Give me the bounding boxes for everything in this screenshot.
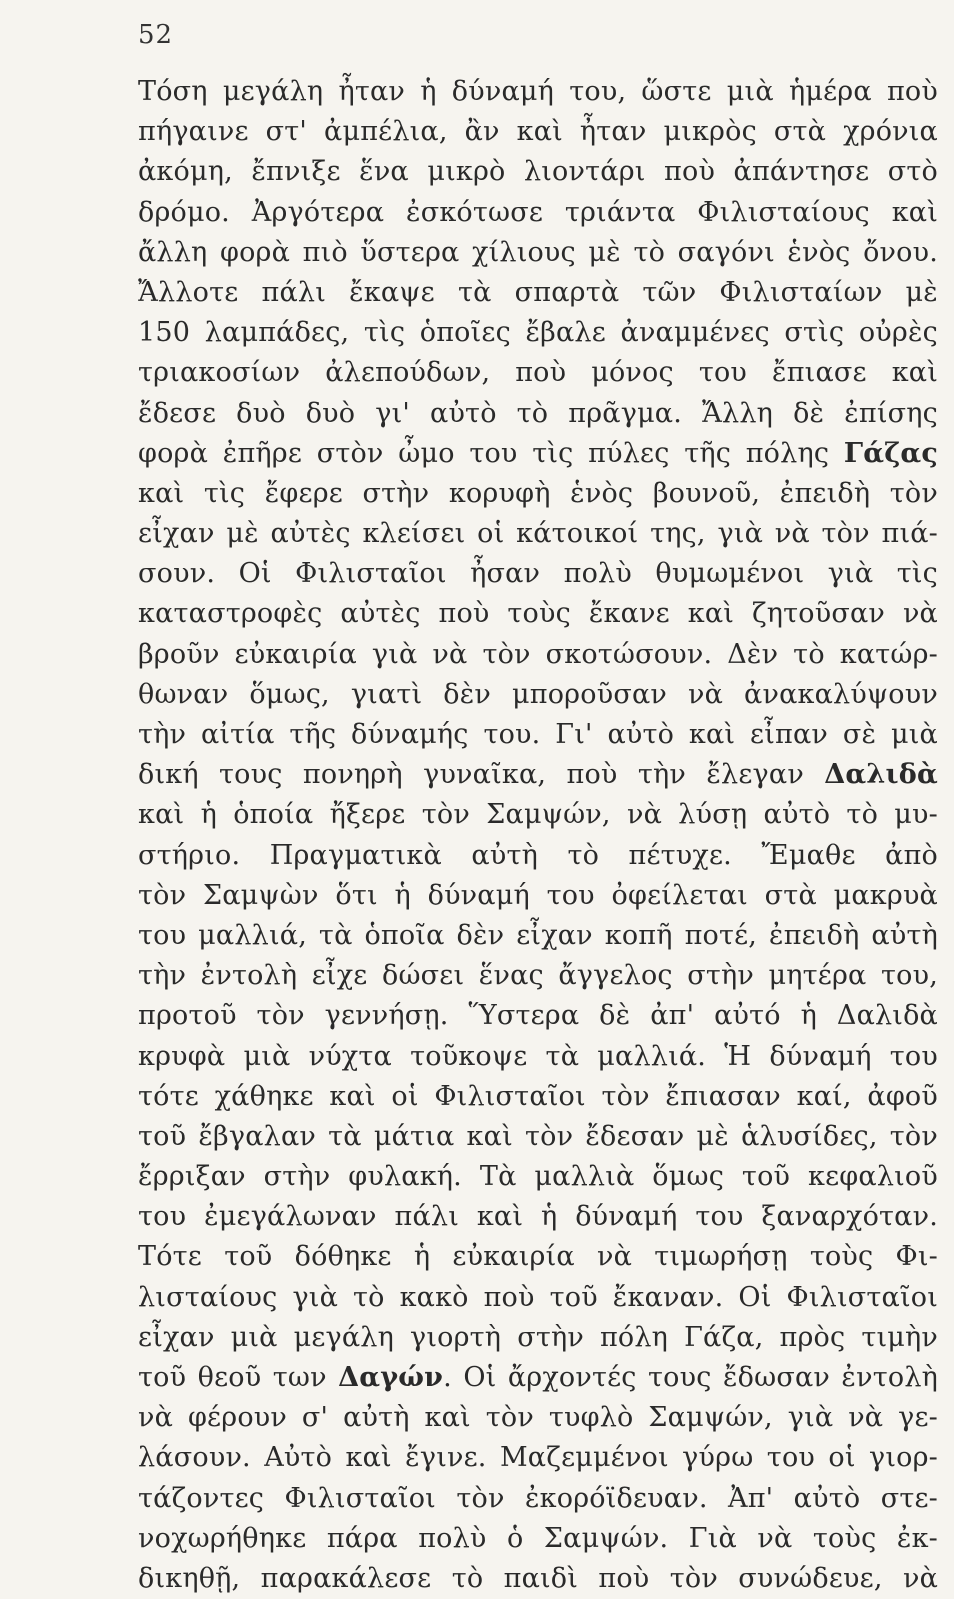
text-line: προτοῦ τὸν γεννήσῃ. Ὕστερα δὲ ἀπ' αὐτό ἡ Δαλιδὰ	[138, 1000, 938, 1032]
text-line: τὴν ἐντολὴ εἶχε δώσει ἕνας ἄγγελος στὴν μητέρα του,	[138, 960, 938, 992]
text-line: ἔρριξαν στὴν φυλακή. Τὰ μαλλιὰ ὅμως τοῦ κεφαλιοῦ	[138, 1161, 938, 1193]
text-line: ἔδεσε δυὸ δυὸ γι' αὐτὸ τὸ πρᾶγμα. Ἄλλη δὲ ἐπίσης	[138, 397, 938, 429]
text-segment: . Οἱ ἄρχοντές τους ἔδωσαν ἐντολὴ	[443, 1362, 938, 1393]
text-line: θωναν ὅμως, γιατὶ δὲν μποροῦσαν νὰ ἀνακαλύψουν	[138, 678, 938, 710]
text-line: κρυφὰ μιὰ νύχτα τοῦκοψε τὰ μαλλιά. Ἡ δύναμή του	[138, 1040, 938, 1072]
text-line: του μαλλιά, τὰ ὁποῖα δὲν εἶχαν κοπῆ ποτέ, ἐπειδὴ αὐτὴ	[138, 919, 938, 951]
text-line: ἄλλη φορὰ πιὸ ὕστερα χίλιους μὲ τὸ σαγόνι ἑνὸς ὄνου.	[138, 236, 938, 268]
text-line: λάσουν. Αὐτὸ καὶ ἔγινε. Μαζεμμένοι γύρω του οἱ γιορ-	[138, 1442, 938, 1474]
page-number: 52	[138, 20, 174, 50]
text-line: εἶχαν μιὰ μεγάλη γιορτὴ στὴν πόλη Γάζα, πρὸς τιμὴν	[138, 1321, 938, 1353]
text-line: ἀκόμη, ἔπνιξε ἕνα μικρὸ λιοντάρι ποὺ ἀπάντησε στὸ	[138, 156, 938, 188]
text-line: Τότε τοῦ δόθηκε ἡ εὐκαιρία νὰ τιμωρήσῃ τοὺς Φι-	[138, 1241, 938, 1273]
text-line: 150 λαμπάδες, τὶς ὁποῖες ἔβαλε ἀναμμένες στὶς οὐρὲς	[138, 317, 938, 349]
text-segment: δική τους πονηρὴ γυναῖκα, ποὺ τὴν ἔλεγαν	[138, 759, 825, 791]
text-line: τότε χάθηκε καὶ οἱ Φιλισταῖοι τὸν ἔπιασαν καί, ἀφοῦ	[138, 1080, 938, 1112]
text-line: λισταίους γιὰ τὸ κακὸ ποὺ τοῦ ἔκαναν. Οἱ Φιλισταῖοι	[138, 1281, 938, 1313]
text-line: νοχωρήθηκε πάρα πολὺ ὁ Σαμψών. Γιὰ νὰ τοὺς ἐκ-	[138, 1522, 938, 1554]
text-line: δρόμο. Ἀργότερα ἐσκότωσε τριάντα Φιλισταίους καὶ	[138, 196, 938, 228]
text-line: τάζοντες Φιλισταῖοι τὸν ἐκορόϊδευαν. Ἀπ' αὐτὸ στε-	[138, 1482, 938, 1514]
bold-name: Δαγών	[338, 1362, 444, 1393]
text-segment: φορὰ ἐπῆρε στὸν ὦμο του τὶς πύλες τῆς πόλης	[138, 437, 844, 469]
text-line: τοῦ ἔβγαλαν τὰ μάτια καὶ τὸν ἔδεσαν μὲ ἁλυσίδες, τὸν	[138, 1120, 938, 1152]
text-line: δικηθῇ, παρακάλεσε τὸ παιδὶ ποὺ τὸν συνώδευε, νὰ	[138, 1562, 938, 1594]
text-line: καὶ ἡ ὁποία ἤξερε τὸν Σαμψών, νὰ λύσῃ αὐτὸ τὸ μυ-	[138, 799, 938, 831]
text-line: νὰ φέρουν σ' αὐτὴ καὶ τὸν τυφλὸ Σαμψών, γιὰ νὰ γε-	[138, 1402, 938, 1434]
text-line: τὸν Σαμψὼν ὅτι ἡ δύναμή του ὀφείλεται στὰ μακρυὰ	[138, 879, 938, 911]
text-line: τὴν αἰτία τῆς δύναμής του. Γι' αὐτὸ καὶ εἶπαν σὲ μιὰ	[138, 719, 938, 750]
text-line	[138, 755, 938, 795]
text-line: Ἄλλοτε πάλι ἔκαψε τὰ σπαρτὰ τῶν Φιλισταίων μὲ	[138, 276, 938, 308]
text-line	[138, 434, 938, 474]
text-line: εἶχαν μὲ αὐτὲς κλείσει οἱ κάτοικοί της, γιὰ νὰ τὸν πιά-	[138, 518, 938, 550]
text-line: Τόση μεγάλη ἦταν ἡ δύναμή του, ὥστε μιὰ ἡμέρα ποὺ	[138, 76, 938, 107]
text-line: του ἐμεγάλωναν πάλι καὶ ἡ δύναμή του ξαναρχόταν.	[138, 1201, 938, 1233]
text-line: καταστροφὲς αὐτὲς ποὺ τοὺς ἔκανε καὶ ζητοῦσαν νὰ	[138, 598, 938, 630]
text-line: καὶ τὶς ἔφερε στὴν κορυφὴ ἑνὸς βουνοῦ, ἐπειδὴ τὸν	[138, 477, 938, 509]
text-line: στήριο. Πραγματικὰ αὐτὴ τὸ πέτυχε. Ἔμαθε ἀπὸ	[138, 839, 938, 871]
text-segment: τοῦ θεοῦ των	[138, 1362, 339, 1393]
text-line: σουν. Οἱ Φιλισταῖοι ἦσαν πολὺ θυμωμένοι γιὰ τὶς	[138, 558, 938, 590]
text-line: βροῦν εὐκαιρία γιὰ νὰ τὸν σκοτώσουν. Δὲν τὸ κατώρ-	[138, 638, 938, 670]
bold-name: Δαλιδὰ	[824, 759, 938, 791]
text-line: τριακοσίων ἀλεπούδων, ποὺ μόνος του ἔπιασε καὶ	[138, 357, 938, 389]
body-text	[138, 72, 938, 1599]
text-line: πήγαινε στ' ἀμπέλια, ἂν καὶ ἦταν μικρὸς στὰ χρόνια	[138, 116, 938, 148]
bold-name: Γάζας	[843, 437, 938, 469]
text-line	[138, 1358, 938, 1398]
